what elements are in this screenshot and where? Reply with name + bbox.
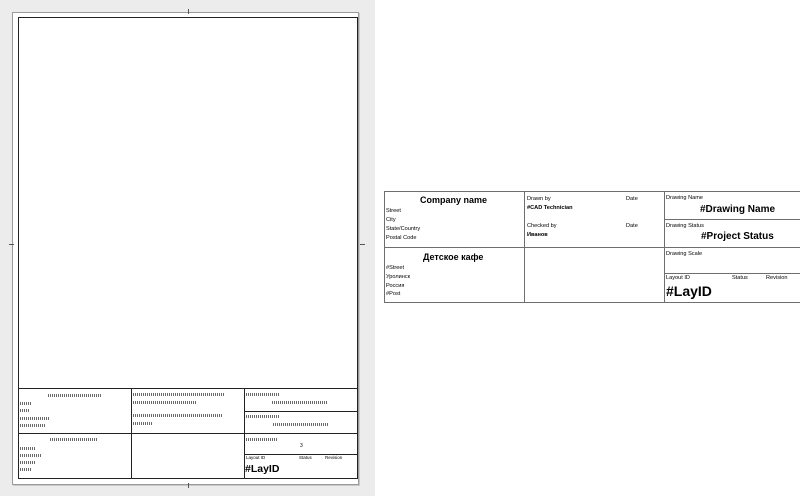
title-block: [384, 191, 800, 303]
divider: [664, 219, 800, 220]
mini-company-name: [48, 394, 102, 397]
mini-drawn-by: [133, 393, 225, 396]
mini-address-line: [20, 468, 32, 471]
mini-drawing-name-label: [246, 393, 280, 396]
drawing-scale-label: Drawing Scale: [666, 251, 703, 257]
center-mark-left: [9, 244, 14, 245]
mini-checked-by: [133, 414, 223, 417]
mini-address-line: [20, 417, 50, 420]
client-country: Россия: [386, 283, 405, 289]
mini-sheet-number: 3: [300, 443, 303, 449]
company-street: Street: [386, 208, 401, 214]
mini-divider: [131, 388, 132, 479]
client-city: Уролинск: [386, 274, 411, 280]
mini-drawing-name: [272, 401, 328, 404]
revision-label: Revision: [766, 275, 788, 281]
mini-drawn-by-value: [133, 401, 197, 404]
center-mark-right: [360, 244, 365, 245]
mini-scale-label: [246, 438, 278, 441]
mini-address-line: [20, 409, 29, 412]
mini-address-line: [20, 461, 36, 464]
divider: [664, 247, 800, 248]
title-block-border-bottom: [384, 302, 800, 303]
drawing-name-value: #Drawing Name: [700, 204, 776, 215]
checked-by-date-label: Date: [626, 223, 638, 229]
mini-project-status: [273, 423, 328, 426]
center-mark-top: [188, 9, 189, 14]
drawn-by-label: Drawn by: [527, 196, 551, 202]
drawn-by-date-label: Date: [626, 196, 638, 202]
mini-address-line: [20, 424, 46, 427]
center-mark-bottom: [188, 483, 189, 488]
mini-status-label-text: Status: [299, 455, 312, 460]
client-street: #Street: [386, 265, 405, 271]
mini-checked-by-value: [133, 422, 153, 425]
mini-address-line: [20, 447, 36, 450]
drawing-status-value: #Project Status: [701, 231, 774, 242]
drawing-name-label: Drawing Name: [666, 195, 703, 201]
mini-status-label: [246, 415, 280, 418]
client-post: #Post: [386, 291, 401, 297]
layout-id-value: #LayID: [666, 283, 712, 299]
mini-divider: [18, 388, 358, 389]
title-block-border-top: [384, 191, 800, 192]
mini-divider: [18, 433, 358, 434]
divider: [664, 273, 800, 274]
mini-address-line: [20, 454, 42, 457]
drawn-by-value: #CAD Technician: [527, 205, 573, 211]
mini-title-block: [18, 388, 358, 479]
mini-client-name: [50, 438, 98, 441]
mini-address-line: [20, 402, 32, 405]
company-postal-code: Postal Code: [386, 235, 417, 241]
divider: [384, 247, 524, 248]
drawing-status-label: Drawing Status: [666, 223, 704, 229]
company-name: Company name: [420, 195, 488, 205]
checked-by-label: Checked by: [527, 223, 557, 229]
layout-id-label: Layout ID: [666, 275, 690, 281]
company-state-country: State/Country: [386, 226, 421, 232]
divider: [524, 247, 664, 248]
status-label: Status: [732, 275, 748, 281]
mini-revision-label: Revision: [325, 455, 343, 460]
client-name: Детское кафе: [423, 252, 484, 262]
mini-layout-id-label: Layout ID: [246, 455, 266, 460]
company-city: City: [386, 217, 396, 223]
checked-by-value: Иванов: [527, 232, 548, 238]
mini-layout-id: #LayID: [245, 463, 280, 475]
mini-divider: [244, 411, 358, 412]
